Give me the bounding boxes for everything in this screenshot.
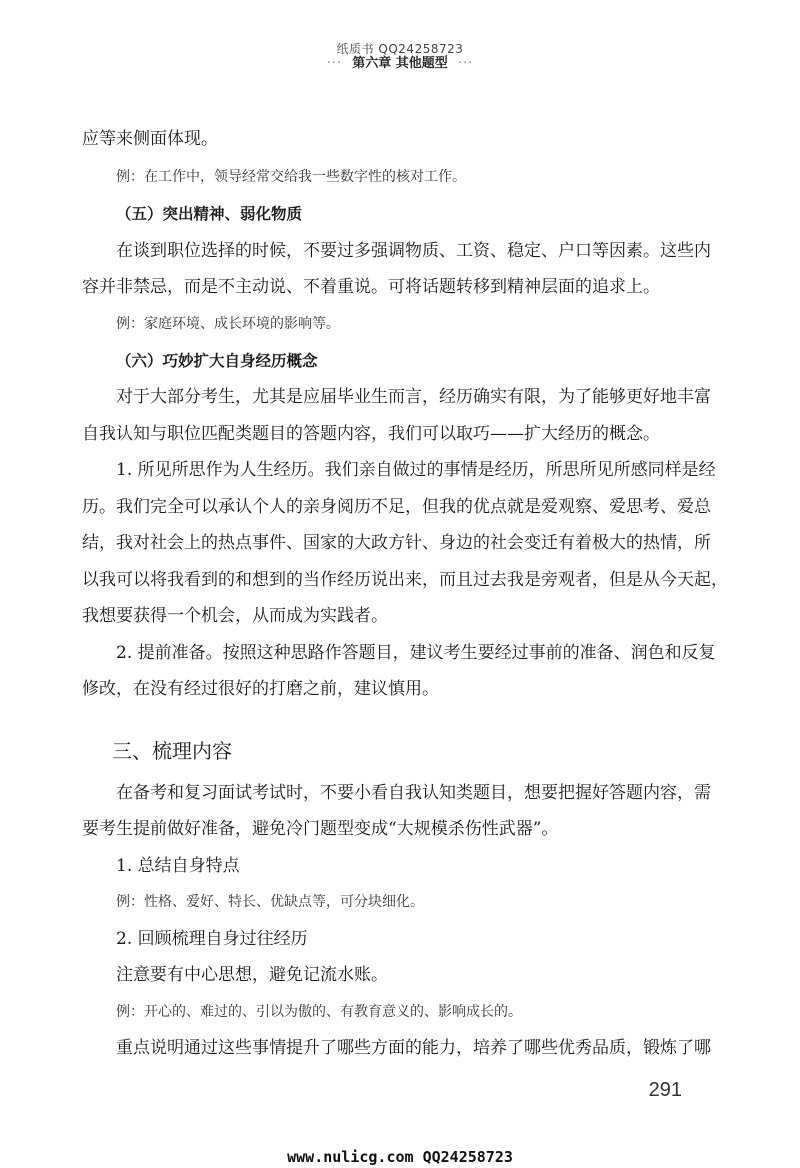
list-item-heading: 2. 回顾梳理自身过往经历 xyxy=(116,929,308,949)
body-line: 自我认知与职位匹配类题目的答题内容，我们可以取巧——扩大经历的概念。 xyxy=(82,424,660,444)
body-line: 1. 所见所思作为人生经历。我们亲自做过的事情是经历，所思所见所感同样是经 xyxy=(116,460,716,480)
body-line: 我想要获得一个机会，从而成为实践者。 xyxy=(82,606,388,626)
header-dots-right: ··· xyxy=(457,56,474,71)
body-line: 容并非禁忌，而是不主动说、不着重说。可将话题转移到精神层面的追求上。 xyxy=(82,277,660,297)
header-dots-left: ··· xyxy=(326,56,343,71)
body-line: 在备考和复习面试考试时，不要小看自我认知类题目，想要把握好答题内容，需 xyxy=(116,783,711,803)
running-header xyxy=(0,52,800,71)
body-line: 要考生提前做好准备，避免冷门题型变成“大规模杀伤性武器”。 xyxy=(82,819,559,839)
subsection-heading: （五）突出精神、弱化物质 xyxy=(116,205,303,223)
body-line: 以我可以将我看到的和想到的当作经历说出来，而且过去我是旁观者，但是从今天起， xyxy=(82,570,728,590)
body-line: 在谈到职位选择的时候，不要过多强调物质、工资、稳定、户口等因素。这些内 xyxy=(116,241,711,261)
example-line: 例：开心的、难过的、引以为傲的、有教育意义的、影响成长的。 xyxy=(116,1004,522,1020)
body-line: 重点说明通过这些事情提升了哪些方面的能力，培养了哪些优秀品质，锻炼了哪 xyxy=(116,1038,711,1058)
example-line: 例：在工作中，领导经常交给我一些数字性的核对工作。 xyxy=(116,169,466,185)
body-line: 2. 提前准备。按照这种思路作答题目，建议考生要经过事前的准备、润色和反复 xyxy=(116,643,716,663)
body-line: 历。我们完全可以承认个人的亲身阅历不足，但我的优点就是爱观察、爱思考、爱总 xyxy=(82,497,711,517)
chapter-title: 第六章 其他题型 xyxy=(352,56,448,71)
subsection-heading: （六）巧妙扩大自身经历概念 xyxy=(116,352,318,370)
body-line: 应等来侧面体现。 xyxy=(82,129,218,149)
watermark-text: 纸质书 QQ24258723 xyxy=(336,42,464,56)
section-heading: 三、梳理内容 xyxy=(112,739,232,763)
body-line: 对于大部分考生，尤其是应届毕业生而言，经历确实有限，为了能够更好地丰富 xyxy=(116,387,711,407)
footer-site-url[interactable]: www.nulicg.com QQ24258723 xyxy=(287,1148,513,1166)
body-line: 修改，在没有经过很好的打磨之前，建议慎用。 xyxy=(82,679,439,699)
list-item-heading: 1. 总结自身特点 xyxy=(116,856,240,876)
example-line: 例：性格、爱好、特长、优缺点等，可分块细化。 xyxy=(116,894,424,910)
example-line: 例：家庭环境、成长环境的影响等。 xyxy=(116,316,340,332)
body-line: 注意要有中心思想，避免记流水账。 xyxy=(116,965,388,985)
page-number: 291 xyxy=(648,1079,682,1101)
body-line: 结，我对社会上的热点事件、国家的大政方针、身边的社会变迁有着极大的热情，所 xyxy=(82,533,711,553)
